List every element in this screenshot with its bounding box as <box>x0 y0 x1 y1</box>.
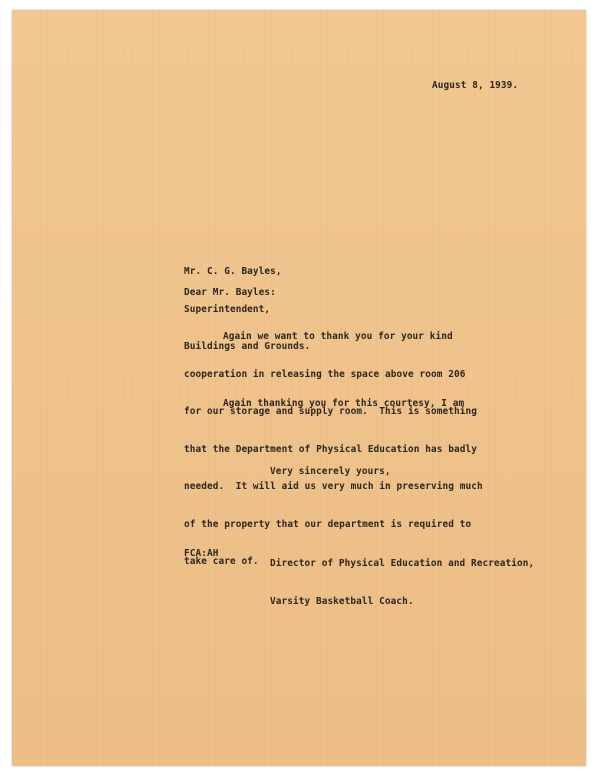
valediction: Very sincerely yours, <box>270 466 391 477</box>
signature-block <box>270 533 534 633</box>
body-line: needed. It will aid us very much in preserving much <box>184 481 483 492</box>
closing-sentence: Again thanking you for this courtesy, I am <box>223 398 465 409</box>
body-line: of the property that our department is required to <box>184 518 472 530</box>
recipient-title: Superintendent, <box>184 303 271 315</box>
letter-date: August 8, 1939. <box>432 80 519 91</box>
reference-initials: FCA:AH <box>184 548 219 559</box>
salutation: Dear Mr. Bayles: <box>184 287 276 298</box>
signature-title-line: Varsity Basketball Coach. <box>270 595 414 607</box>
body-line: that the Department of Physical Education has badly <box>184 443 477 455</box>
body-line: cooperation in releasing the space above room 206 <box>184 368 466 380</box>
body-line: Again we want to thank you for your kind <box>223 331 453 342</box>
recipient-department: Buildings and Grounds. <box>184 341 311 352</box>
body-line: take care of. <box>184 556 259 567</box>
body-line: for our storage and supply room. This is something <box>184 406 477 417</box>
recipient-name: Mr. C. G. Bayles, <box>184 266 282 277</box>
signature-title-line: Director of Physical Education and Recreation, <box>270 558 535 569</box>
letter-page <box>12 10 586 766</box>
